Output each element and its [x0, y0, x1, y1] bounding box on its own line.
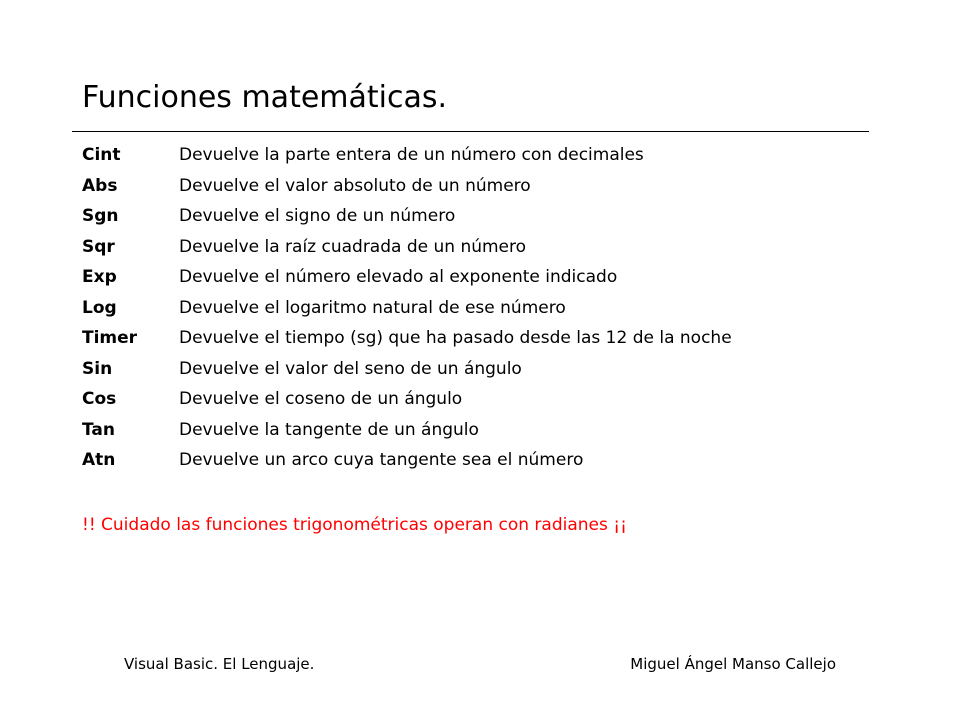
function-row-cos [82, 384, 882, 415]
function-row-log [82, 293, 882, 324]
function-name: Timer [82, 328, 138, 349]
radians-warning: !! Cuidado las funciones trigonométricas operan con radianes ¡¡ [82, 515, 627, 535]
function-list [82, 140, 882, 476]
footer-author: Miguel Ángel Manso Callejo [630, 655, 836, 673]
function-description: Devuelve el coseno de un ángulo [179, 389, 463, 410]
function-description: Devuelve un arco cuya tangente sea el número [179, 450, 584, 471]
function-description: Devuelve el número elevado al exponente indicado [179, 267, 618, 288]
function-row-exp [82, 262, 882, 293]
slide-title: Funciones matemáticas. [82, 80, 448, 115]
function-description: Devuelve el tiempo (sg) que ha pasado desde las 12 de la noche [179, 328, 732, 349]
function-name: Cint [82, 145, 121, 166]
function-row-tan [82, 415, 882, 446]
function-name: Cos [82, 389, 117, 410]
footer-course-title: Visual Basic. El Lenguaje. [124, 655, 315, 673]
function-name: Abs [82, 175, 118, 196]
function-description: Devuelve la raíz cuadrada de un número [179, 236, 527, 257]
function-description: Devuelve la tangente de un ángulo [179, 419, 479, 440]
function-row-atn [82, 445, 882, 476]
function-row-timer [82, 323, 882, 354]
function-row-sgn [82, 201, 882, 232]
function-name: Tan [82, 419, 115, 440]
function-description: Devuelve el logaritmo natural de ese número [179, 297, 566, 318]
function-description: Devuelve el valor del seno de un ángulo [179, 358, 522, 379]
function-name: Sgn [82, 206, 119, 227]
function-name: Exp [82, 267, 117, 288]
function-name: Atn [82, 450, 116, 471]
function-name: Log [82, 297, 117, 318]
function-row-cint [82, 140, 882, 171]
function-description: Devuelve el valor absoluto de un número [179, 175, 531, 196]
function-row-sqr [82, 232, 882, 263]
title-divider [72, 131, 869, 132]
function-name: Sin [82, 358, 113, 379]
function-name: Sqr [82, 236, 115, 257]
function-description: Devuelve el signo de un número [179, 206, 456, 227]
function-row-sin [82, 354, 882, 385]
function-row-abs [82, 171, 882, 202]
function-description: Devuelve la parte entera de un número con decimales [179, 145, 644, 166]
